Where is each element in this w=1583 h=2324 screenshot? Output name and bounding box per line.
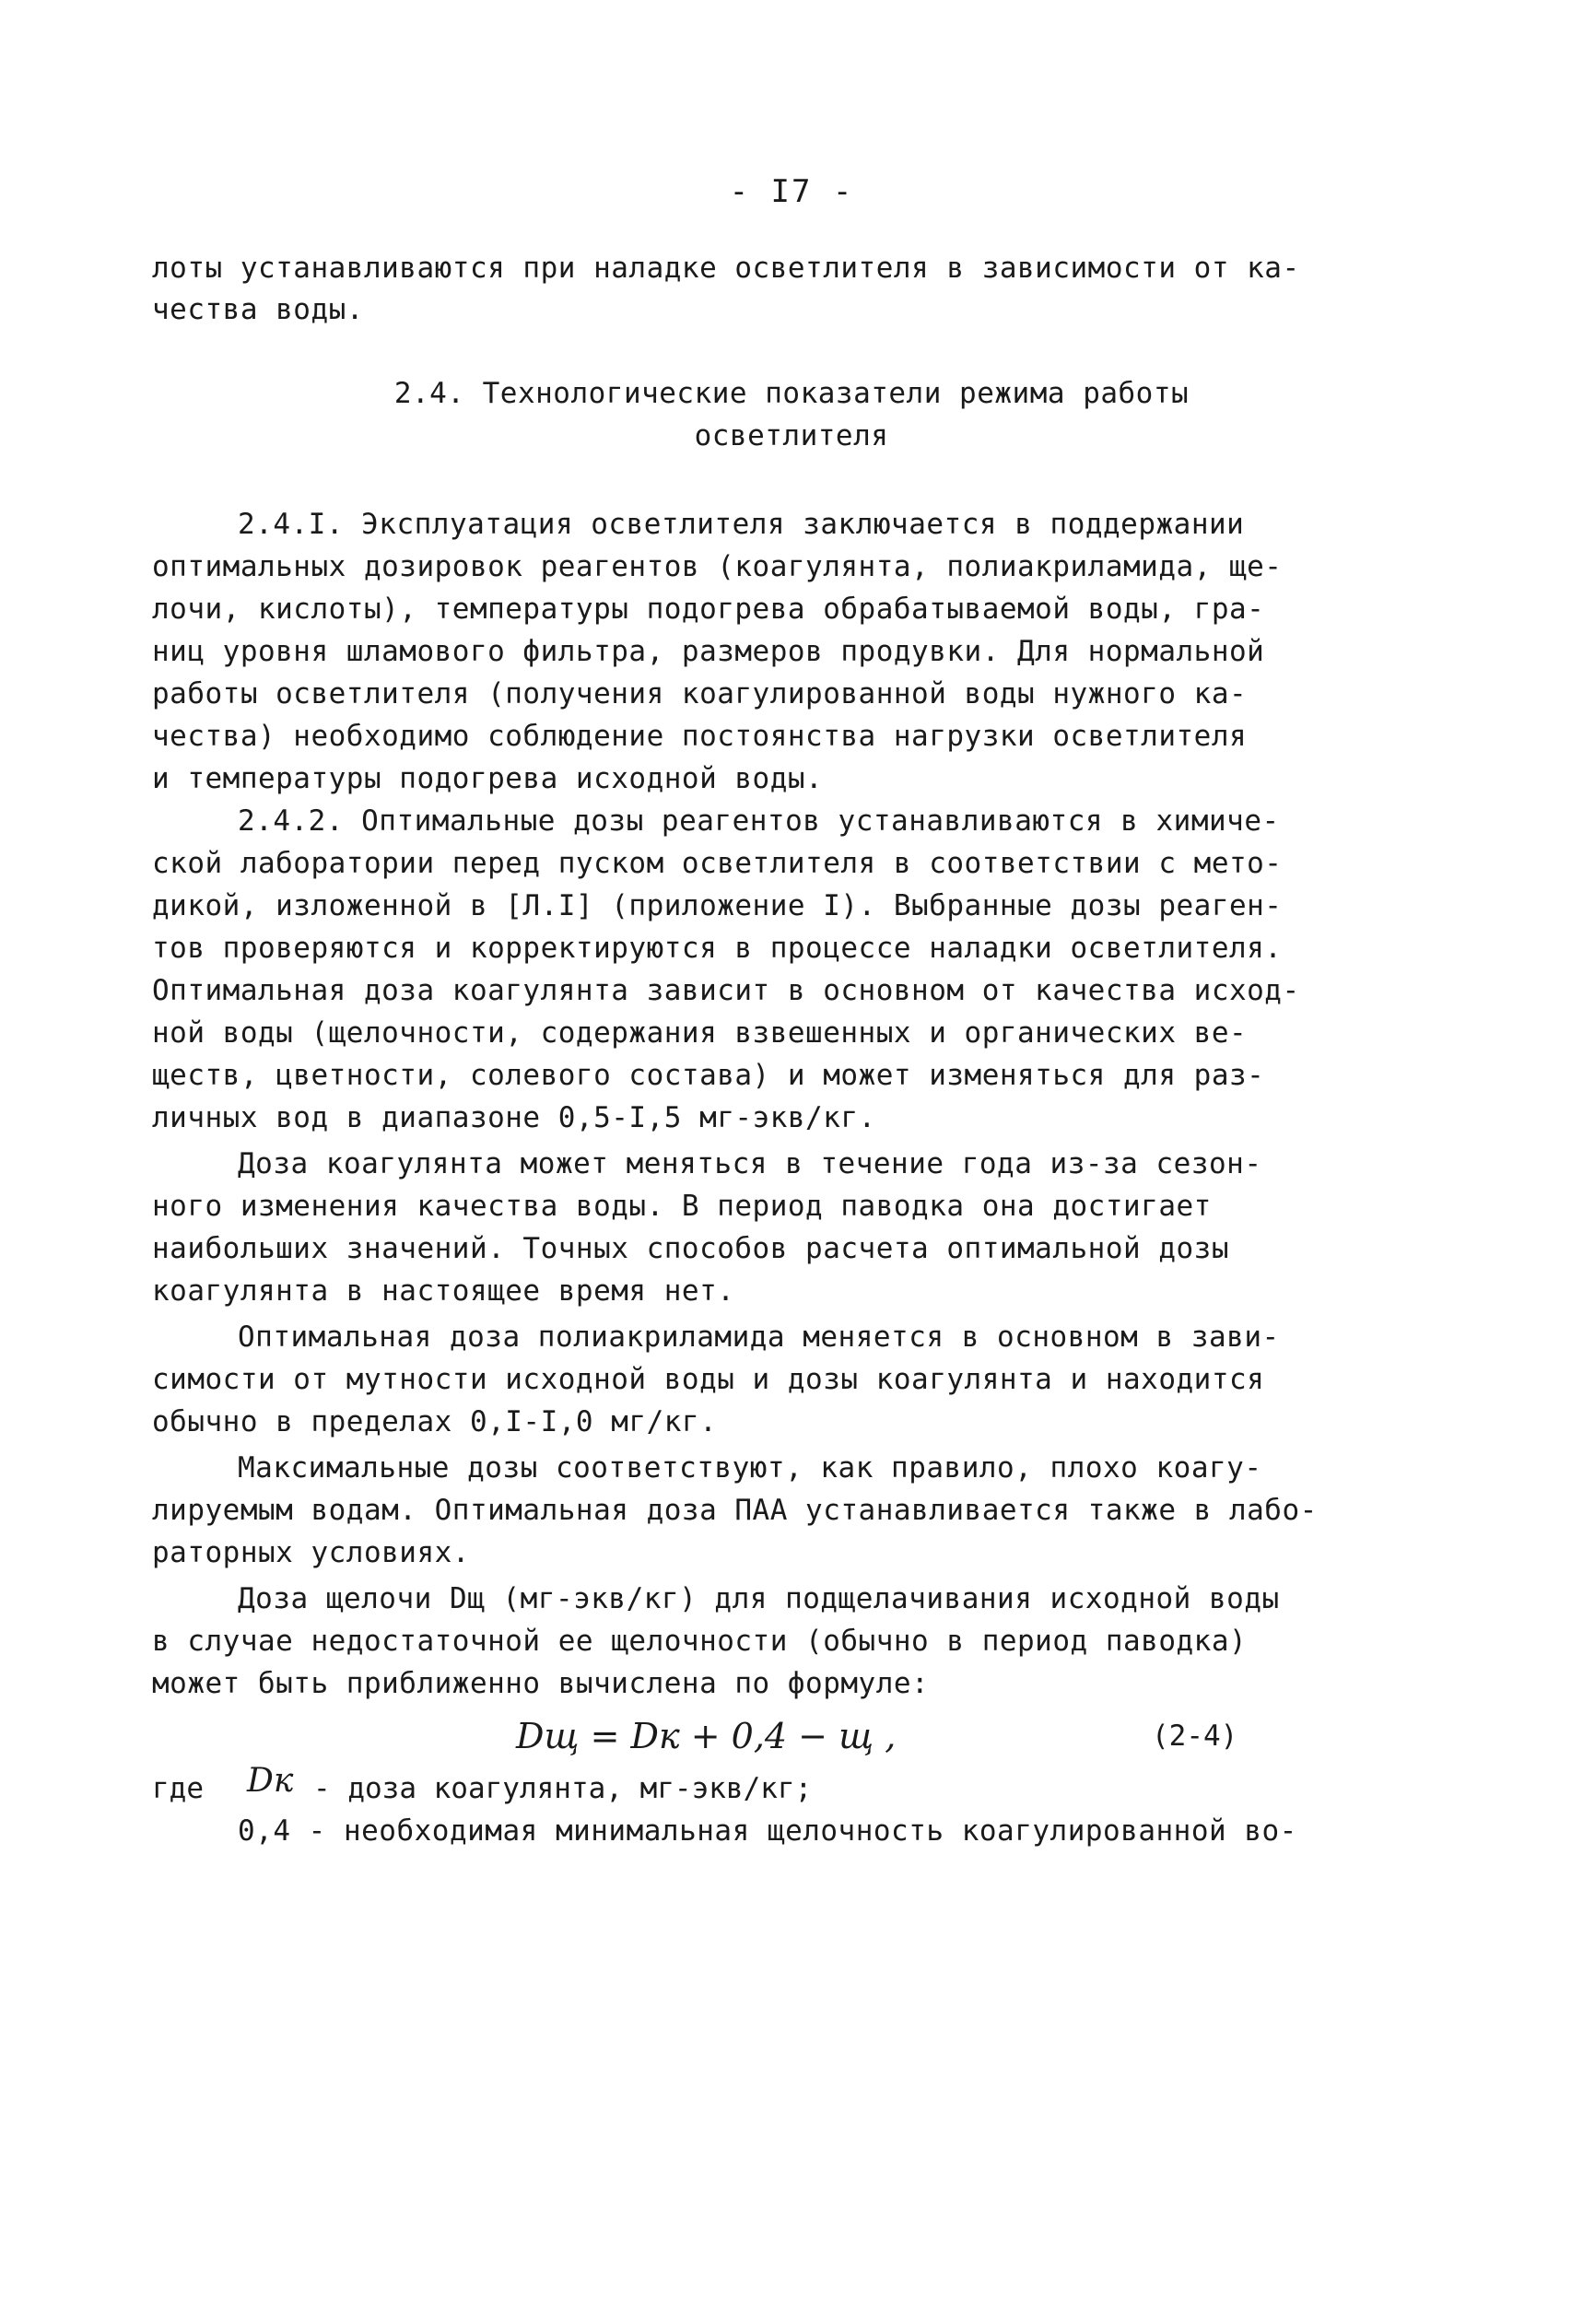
formula: Dщ = Dк + 0,4 − щ , (516, 1716, 897, 1756)
paragraph-line: лируемым водам. Оптимальная доза ПАА устанавливается также в лабо- (152, 1494, 1318, 1527)
paragraph-line: работы осветлителя (получения коагулированной воды нужного ка- (152, 677, 1248, 710)
paragraph-line: ниц уровня шламового фильтра, размеров продувки. Для нормальной (152, 635, 1265, 668)
paragraph-line: наибольших значений. Точных способов расчета оптимальной дозы (152, 1232, 1229, 1265)
paragraph-line: личных вод в диапазоне 0,5-I,5 мг-экв/кг. (152, 1101, 876, 1134)
formula-number: (2-4) (1152, 1720, 1238, 1753)
paragraph-line: Оптимальная доза коагулянта зависит в основном от качества исход- (152, 974, 1300, 1007)
text-line: чества воды. (152, 293, 364, 326)
paragraph-line: Оптимальная доза полиакриламида меняется в основном в зави- (238, 1320, 1280, 1354)
where-definition: - доза коагулянта, мг-экв/кг; (313, 1772, 813, 1805)
paragraph-line: симости от мутности исходной воды и дозы коагулянта и находится (152, 1363, 1265, 1396)
paragraph-line: тов проверяются и корректируются в процессе наладки осветлителя. (152, 932, 1283, 965)
paragraph-line: 2.4.I. Эксплуатация осветлителя заключается в поддержании (238, 508, 1245, 541)
paragraph-line: чества) необходимо соблюдение постоянства нагрузки осветлителя (152, 720, 1248, 753)
section-heading-continued: осветлителя (694, 419, 889, 452)
paragraph-line: в случае недостаточной ее щелочности (обычно в период паводка) (152, 1625, 1248, 1658)
paragraph-line: Доза щелочи Dщ (мг-экв/кг) для подщелачивания исходной воды (238, 1582, 1280, 1615)
paragraph-line: Максимальные дозы соответствуют, как правило, плохо коагу- (238, 1451, 1262, 1485)
text-line: лоты устанавливаются при наладке осветлителя в зависимости от ка- (152, 252, 1300, 285)
paragraph-line: ного изменения качества воды. В период паводка она достигает (152, 1190, 1212, 1223)
definition-line: 0,4 - необходимая минимальная щелочность коагулированной во- (238, 1814, 1297, 1848)
paragraph-line: 2.4.2. Оптимальные дозы реагентов устанавливаются в химиче- (238, 804, 1280, 838)
paragraph-line: коагулянта в настоящее время нет. (152, 1274, 735, 1308)
paragraph-line: ной воды (щелочности, содержания взвешенных и органических ве- (152, 1016, 1248, 1050)
where-label: где (152, 1772, 204, 1805)
paragraph-line: Доза коагулянта может меняться в течение года из-за сезон- (238, 1147, 1262, 1180)
page-number: - I7 - (729, 173, 854, 210)
paragraph-line: может быть приближенно вычислена по формуле: (152, 1667, 930, 1700)
paragraph-line: ществ, цветности, солевого состава) и может изменяться для раз- (152, 1059, 1265, 1092)
paragraph-line: раторных условиях. (152, 1536, 470, 1569)
paragraph-line: дикой, изложенной в [Л.I] (приложение I). Выбранные дозы реаген- (152, 889, 1283, 922)
paragraph-line: обычно в пределах 0,I-I,0 мг/кг. (152, 1405, 718, 1438)
paragraph-line: лочи, кислоты), температуры подогрева обрабатываемой воды, гра- (152, 593, 1265, 626)
paragraph-line: ской лаборатории перед пуском осветлителя в соответствии с мето- (152, 847, 1283, 880)
where-symbol: Dк (247, 1762, 294, 1800)
section-heading: 2.4. Технологические показатели режима работы (393, 377, 1190, 410)
paragraph-line: и температуры подогрева исходной воды. (152, 762, 824, 795)
paragraph-line: оптимальных дозировок реагентов (коагулянта, полиакриламида, ще- (152, 550, 1283, 583)
